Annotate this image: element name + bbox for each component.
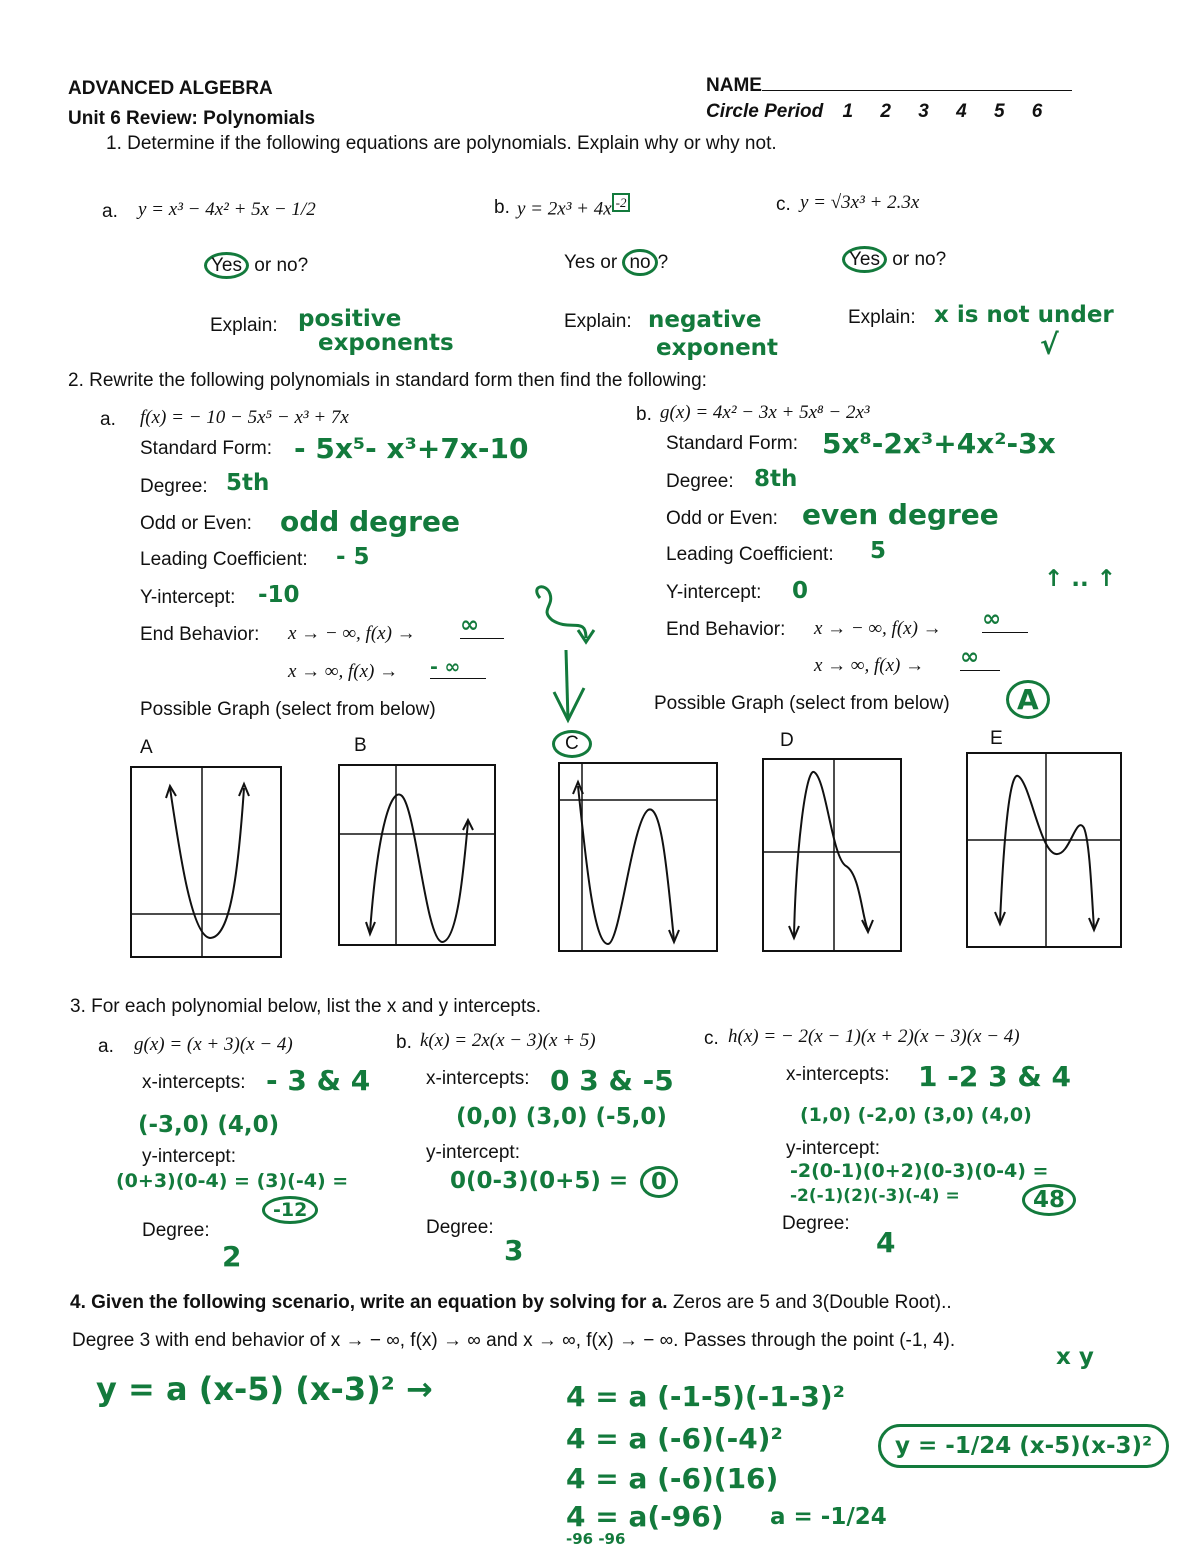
q3c-y-work1: -2(0-1)(0+2)(0-3)(0-4) = (790, 1160, 1049, 1182)
q1b-exponent: -2 (612, 193, 631, 212)
period-selector (706, 101, 1042, 123)
q2b-label: b. (636, 404, 652, 425)
q3b-y-label: y-intercept: (426, 1142, 520, 1163)
q3c-degree-label: Degree: (782, 1213, 850, 1234)
q1a-answer-line1: positive (298, 306, 402, 332)
q2a-label: a. (100, 409, 116, 430)
graph-b[interactable] (338, 764, 496, 946)
q1c-yes-circled: Yes (842, 246, 887, 273)
q3b-degree-answer: 3 (504, 1234, 524, 1267)
q1b-explain-label: Explain: (564, 311, 632, 332)
q2a-degree-label: Degree: (140, 476, 208, 497)
q1b-no-circled: no (622, 249, 657, 276)
q3a-label: a. (98, 1036, 114, 1057)
name-label: NAME (706, 75, 762, 96)
period-6[interactable]: 6 (1031, 101, 1043, 122)
q1b-equation (517, 195, 630, 220)
q4-final-answer: y = -1/24 (x-5)(x-3)² (878, 1424, 1169, 1468)
graph-c[interactable] (558, 762, 718, 952)
q3c-label: c. (704, 1028, 719, 1049)
q2a-y-int-answer: -10 (258, 582, 300, 608)
graph-c-label-circled: C (552, 730, 592, 758)
q1c-yes-no[interactable] (842, 249, 946, 271)
period-4[interactable]: 4 (956, 101, 967, 122)
q2b-arrows-note: ↑ .. ↑ (1044, 566, 1117, 592)
period-label: Circle Period (706, 101, 824, 122)
q3c-y-label: y-intercept: (786, 1138, 880, 1159)
q2b-function: g(x) = 4x² − 3x + 5x⁸ − 2x³ (660, 402, 870, 423)
q3b-degree-label: Degree: (426, 1217, 494, 1238)
q2a-eb2-answer: - ∞ (430, 656, 486, 679)
q2a-eb1-answer: ∞ (460, 612, 504, 639)
period-2[interactable]: 2 (880, 101, 891, 122)
q2b-degree-answer: 8th (754, 466, 798, 492)
graph-e[interactable] (966, 752, 1122, 948)
q2b-graph-label: Possible Graph (select from below) (654, 693, 950, 714)
period-1[interactable]: 1 (842, 101, 854, 122)
q2a-function: f(x) = − 10 − 5x⁵ − x³ + 7x (140, 407, 349, 428)
q4-work-a-value: a = -1/24 (770, 1504, 887, 1530)
q4-prompt (70, 1292, 952, 1314)
q2a-degree-answer: 5th (226, 470, 270, 496)
q3b-x-answer: 0 3 & -5 (550, 1064, 674, 1097)
q2b-odd-even-answer: even degree (802, 498, 999, 531)
q2a-leading-coef-answer: - 5 (336, 544, 370, 570)
q3a-x-label: x-intercepts: (142, 1072, 246, 1093)
q4-prompt-rest: Zeros are 5 and 3(Double Root).. (667, 1292, 952, 1313)
q2b-leading-coef-answer: 5 (870, 538, 887, 564)
q3c-degree-answer: 4 (876, 1226, 896, 1259)
q2b-standard-form-label: Standard Form: (666, 433, 798, 454)
q1-prompt: 1. Determine if the following equations are polynomials. Explain why or why not. (106, 133, 777, 154)
q3a-y-label: y-intercept: (142, 1146, 236, 1167)
q1b-yes-or: Yes or (564, 252, 623, 273)
q4-work-line1: 4 = a (-1-5)(-1-3)² (566, 1380, 845, 1413)
q3b-x-label: x-intercepts: (426, 1068, 530, 1089)
period-5[interactable]: 5 (993, 101, 1005, 122)
q3c-x-label: x-intercepts: (786, 1064, 890, 1085)
q3a-degree-label: Degree: (142, 1220, 210, 1241)
q3b-y-work: 0(0-3)(0+5) = (450, 1168, 629, 1194)
q1a-explain-label: Explain: (210, 315, 278, 336)
course-title: ADVANCED ALGEBRA (68, 78, 273, 99)
q2b-eb1-answer: ∞ (982, 606, 1028, 633)
q2a-eb2-text: x → ∞, f(x) → (288, 661, 399, 682)
q3b-points: (0,0) (3,0) (-5,0) (456, 1104, 667, 1130)
q2b-eb2-answer: ∞ (960, 644, 1000, 671)
q3c-x-answer: 1 -2 3 & 4 (918, 1060, 1071, 1093)
q1a-answer-line2: exponents (318, 330, 454, 356)
q1c-equation: y = √3x³ + 2.3x (800, 192, 920, 213)
q2b-y-int-label: Y-intercept: (666, 582, 762, 603)
q4-work-line2: 4 = a (-6)(-4)² (566, 1422, 783, 1455)
q1b-question: ? (657, 252, 669, 273)
q2b-end-behavior-label: End Behavior: (666, 619, 786, 640)
q2a-standard-form-label: Standard Form: (140, 438, 272, 459)
q3b-y-answer: 0 (640, 1166, 678, 1198)
period-3[interactable]: 3 (918, 101, 929, 122)
q3c-y-work2: -2(-1)(2)(-3)(-4) = (790, 1186, 960, 1206)
q4-work-setup: y = a (x-5) (x-3)² → (96, 1370, 433, 1408)
q4-scenario: Degree 3 with end behavior of x → − ∞, f(x) → ∞ and x → ∞, f(x) → − ∞. Passes through the point (-1, 4). (72, 1330, 956, 1351)
q4-work-line3: 4 = a (-6)(16) (566, 1462, 779, 1495)
q3c-y-answer: 48 (1022, 1184, 1076, 1216)
q2b-standard-form-answer: 5x⁸-2x³+4x²-3x (822, 427, 1056, 460)
q1b-answer-line2: exponent (656, 335, 779, 361)
q2a-leading-coef-label: Leading Coefficient: (140, 549, 308, 570)
q2b-graph-choice: A (1006, 680, 1050, 719)
q3a-function: g(x) = (x + 3)(x − 4) (134, 1034, 293, 1055)
q1a-or-no: or no? (249, 255, 309, 276)
q4-xy-note: x y (1056, 1344, 1094, 1370)
q2a-eb1-text: x → − ∞, f(x) → (288, 623, 416, 644)
q1a-equation: y = x³ − 4x² + 5x − 1/2 (138, 199, 316, 220)
q3-prompt: 3. For each polynomial below, list the x and y intercepts. (70, 996, 542, 1017)
q2a-end-behavior-label: End Behavior: (140, 624, 260, 645)
q3a-degree-answer: 2 (222, 1240, 242, 1273)
q3a-points: (-3,0) (4,0) (138, 1112, 280, 1138)
q2b-degree-label: Degree: (666, 471, 734, 492)
q1c-explain-label: Explain: (848, 307, 916, 328)
q1c-or-no: or no? (887, 249, 947, 270)
graph-b-label: B (354, 735, 367, 756)
q1b-label: b. (494, 197, 510, 218)
q2b-eb1-text: x → − ∞, f(x) → (814, 618, 942, 639)
q4-work-line5: -96 -96 (566, 1530, 626, 1548)
q3c-points: (1,0) (-2,0) (3,0) (4,0) (800, 1104, 1032, 1126)
graph-a-label: A (140, 737, 153, 758)
q2a-standard-form-answer: - 5x⁵- x³+7x-10 (294, 432, 529, 465)
q2b-y-int-answer: 0 (792, 578, 809, 604)
q2a-odd-even-label: Odd or Even: (140, 513, 252, 534)
q1a-label: a. (102, 201, 118, 222)
q2a-y-int-label: Y-intercept: (140, 587, 236, 608)
q4-prompt-bold: 4. Given the following scenario, write an equation by solving for a. (70, 1292, 668, 1313)
q2b-odd-even-label: Odd or Even: (666, 508, 778, 529)
q2-prompt: 2. Rewrite the following polynomials in standard form then find the following: (68, 370, 707, 391)
graph-d[interactable] (762, 758, 902, 952)
unit-title: Unit 6 Review: Polynomials (68, 108, 316, 129)
q1b-answer-line1: negative (648, 307, 762, 333)
selection-arrow-icon (510, 580, 620, 730)
graph-e-label: E (990, 728, 1003, 749)
q3b-label: b. (396, 1032, 412, 1053)
graph-d-label: D (780, 730, 794, 751)
q2a-odd-even-answer: odd degree (280, 505, 460, 538)
q3a-y-answer: -12 (262, 1196, 318, 1224)
q2b-leading-coef-label: Leading Coefficient: (666, 544, 834, 565)
q1a-yes-circled: Yes (204, 252, 249, 279)
q3a-x-answer: - 3 & 4 (266, 1064, 371, 1097)
q1b-equation-base: y = 2x³ + 4x (517, 198, 612, 220)
name-field[interactable] (706, 72, 1072, 97)
q3b-function: k(x) = 2x(x − 3)(x + 5) (420, 1030, 596, 1051)
q4-work-line4: 4 = a(-96) (566, 1500, 724, 1533)
q2a-graph-label: Possible Graph (select from below) (140, 699, 436, 720)
q3c-function: h(x) = − 2(x − 1)(x + 2)(x − 3)(x − 4) (728, 1026, 1020, 1047)
q1c-label: c. (776, 194, 791, 215)
q1c-answer-line2: √ (1040, 328, 1059, 361)
q3a-y-work: (0+3)(0-4) = (3)(-4) = (116, 1170, 349, 1192)
q2b-eb2-text: x → ∞, f(x) → (814, 655, 925, 676)
q1c-answer-line1: x is not under (934, 302, 1114, 328)
graph-a[interactable] (130, 766, 282, 958)
q1b-yes-no[interactable] (564, 252, 668, 274)
q1a-yes-no[interactable] (204, 255, 308, 277)
